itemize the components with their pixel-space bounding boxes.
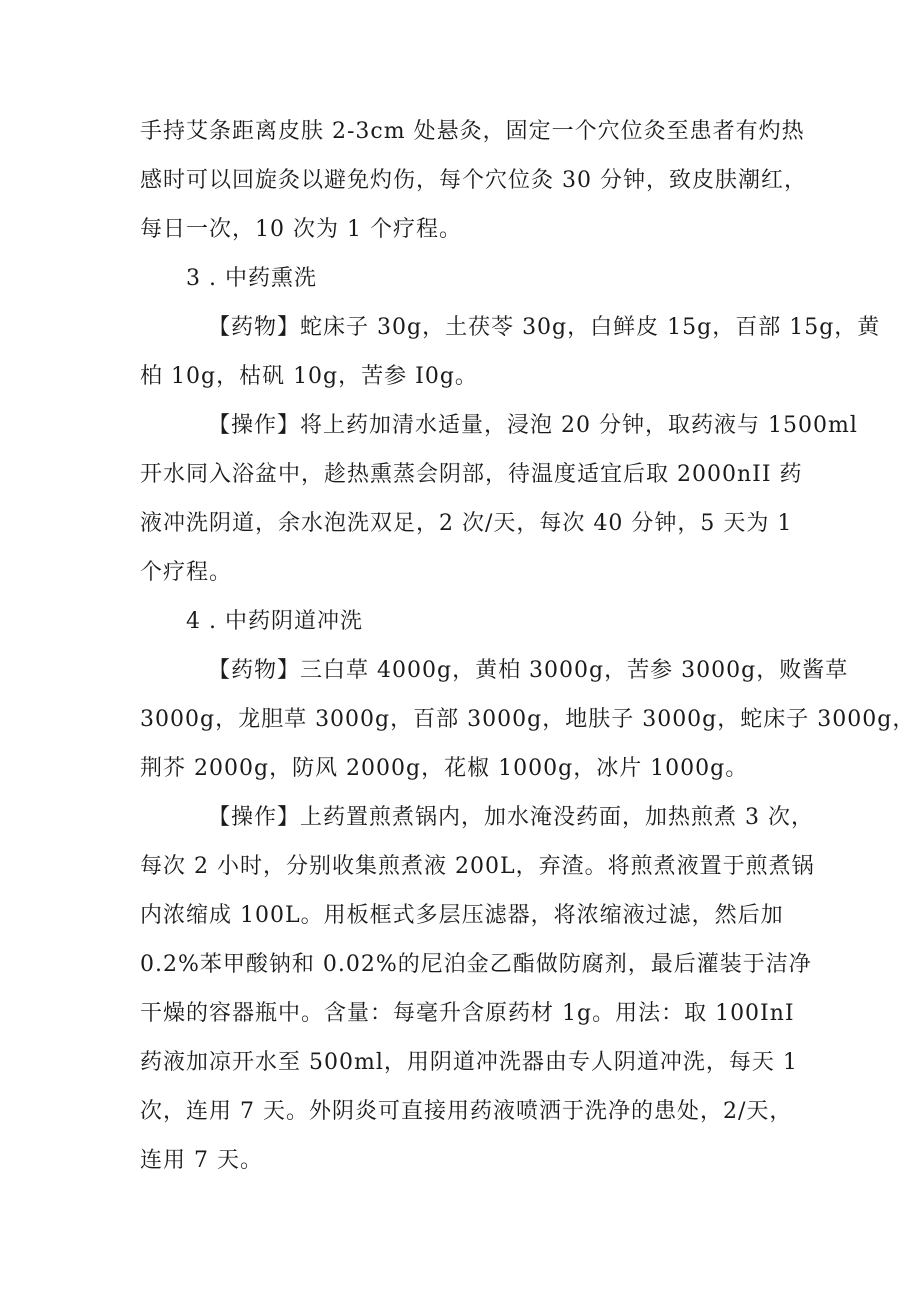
text-line: 药液加凉开水至 500ml，用阴道冲洗器由专人阴道冲洗，每天 1	[140, 1050, 798, 1075]
text-line: 开水同入浴盆中，趁热熏蒸会阴部，待温度适宜后取 2000nII 药	[140, 462, 803, 487]
text-line: 手持艾条距离皮肤 2-3cm 处悬灸，固定一个穴位灸至患者有灼热	[140, 119, 805, 144]
text-line: 每日一次，10 次为 1 个疗程。	[140, 217, 462, 242]
text-line: 液冲洗阴道，余水泡洗双足，2 次/天，每次 40 分钟，5 天为 1	[140, 511, 793, 536]
text-line: 0.2%苯甲酸钠和 0.02%的尼泊金乙酯做防腐剂，最后灌装于洁净	[140, 952, 812, 977]
text-line: 柏 10g，枯矾 10g，苦参 I0g。	[140, 364, 478, 389]
text-line: 内浓缩成 100L。用板框式多层压滤器，将浓缩液过滤，然后加	[140, 903, 784, 928]
text-line: 次，连用 7 天。外阴炎可直接用药液喷洒于洗净的患处，2/天，	[140, 1099, 793, 1124]
text-line: 每次 2 小时，分别收集煎煮液 200L，弃渣。将煎煮液置于煎煮锅	[140, 854, 815, 879]
text-line: 连用 7 天。	[140, 1148, 263, 1173]
section-heading-4: 4 . 中药阴道冲洗	[186, 609, 363, 634]
text-line: 荆芥 2000g，防风 2000g，花椒 1000g，冰片 1000g。	[140, 756, 749, 781]
text-line: 【操作】上药置煎煮锅内，加水淹没药面，加热煎煮 3 次，	[208, 805, 814, 830]
text-line: 【操作】将上药加清水适量，浸泡 20 分钟，取药液与 1500ml	[208, 413, 858, 438]
text-line: 干燥的容器瓶中。含量：每毫升含原药材 1g。用法：取 100InI	[140, 1001, 795, 1026]
text-line: 个疗程。	[140, 560, 233, 585]
text-line: 【药物】三白草 4000g，黄柏 3000g，苦参 3000g，败酱草	[208, 658, 849, 683]
body-text	[140, 107, 916, 1185]
text-line: 3000g，龙胆草 3000g，百部 3000g，地肤子 3000g，蛇床子 3000g，	[140, 707, 916, 732]
section-heading-3: 3 . 中药熏洗	[186, 266, 317, 291]
text-line: 感时可以回旋灸以避免灼伤，每个穴位灸 30 分钟，致皮肤潮红，	[140, 168, 807, 193]
text-line: 【药物】蛇床子 30g，土茯苓 30g，白鲜皮 15g，百部 15g，黄	[208, 315, 881, 340]
